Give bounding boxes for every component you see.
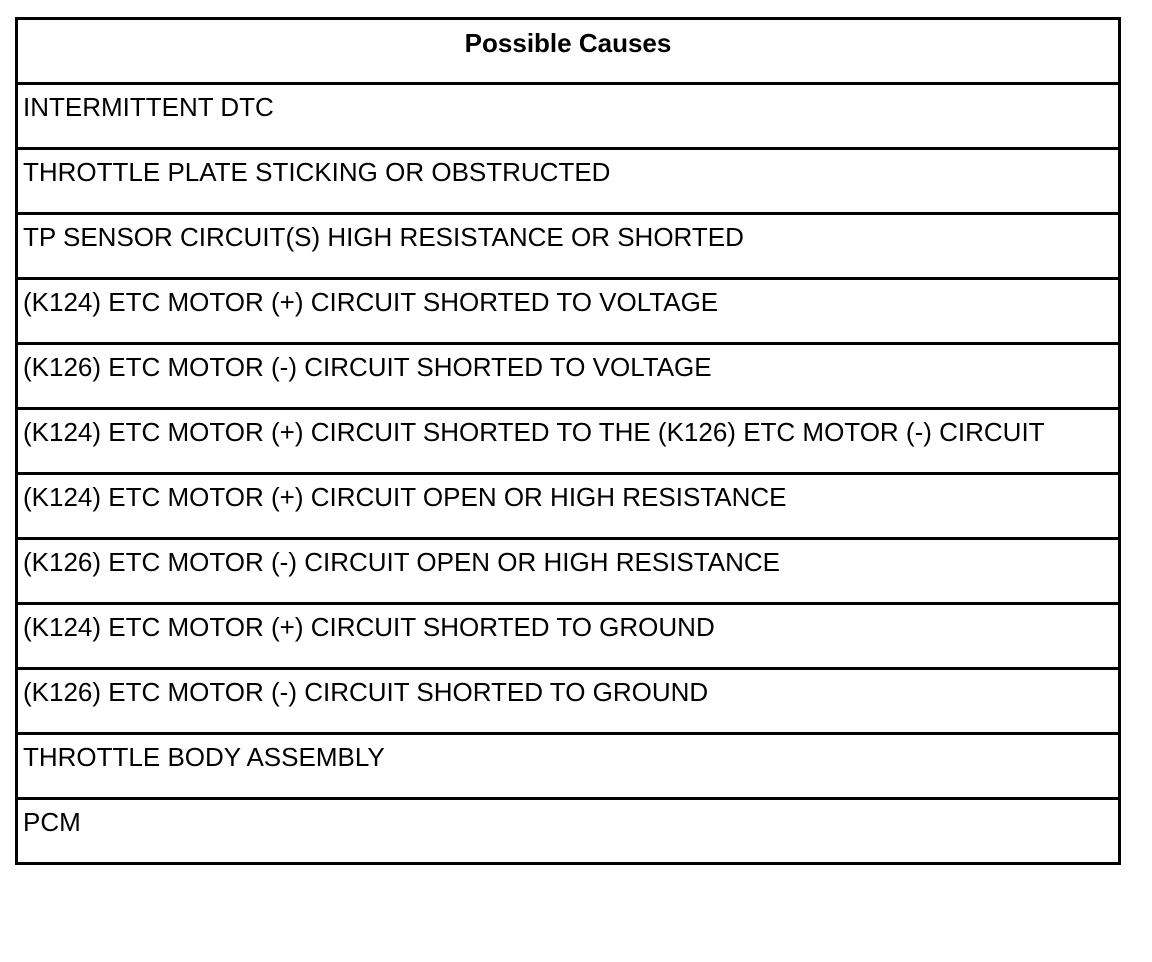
table-row	[17, 214, 1120, 279]
cause-cell: (K126) ETC MOTOR (-) CIRCUIT SHORTED TO VOLTAGE	[17, 344, 1120, 409]
table-row	[17, 669, 1120, 734]
cause-cell: (K124) ETC MOTOR (+) CIRCUIT OPEN OR HIGH RESISTANCE	[17, 474, 1120, 539]
table-row	[17, 799, 1120, 864]
table-row	[17, 279, 1120, 344]
cause-cell: (K126) ETC MOTOR (-) CIRCUIT OPEN OR HIGH RESISTANCE	[17, 539, 1120, 604]
table-row	[17, 409, 1120, 474]
cause-cell: PCM	[17, 799, 1120, 864]
cause-cell: TP SENSOR CIRCUIT(S) HIGH RESISTANCE OR SHORTED	[17, 214, 1120, 279]
table-row	[17, 84, 1120, 149]
table-row	[17, 344, 1120, 409]
cause-cell: (K124) ETC MOTOR (+) CIRCUIT SHORTED TO GROUND	[17, 604, 1120, 669]
column-header-possible-causes: Possible Causes	[17, 19, 1120, 84]
header-row	[17, 19, 1120, 84]
table-row	[17, 604, 1120, 669]
table-row	[17, 149, 1120, 214]
cause-cell: THROTTLE PLATE STICKING OR OBSTRUCTED	[17, 149, 1120, 214]
table-row	[17, 474, 1120, 539]
possible-causes-table	[15, 17, 1121, 865]
table-body	[17, 84, 1120, 864]
cause-cell: INTERMITTENT DTC	[17, 84, 1120, 149]
cause-cell: (K126) ETC MOTOR (-) CIRCUIT SHORTED TO GROUND	[17, 669, 1120, 734]
cause-cell: (K124) ETC MOTOR (+) CIRCUIT SHORTED TO THE (K126) ETC MOTOR (-) CIRCUIT	[17, 409, 1120, 474]
cause-cell: THROTTLE BODY ASSEMBLY	[17, 734, 1120, 799]
table-row	[17, 539, 1120, 604]
cause-cell: (K124) ETC MOTOR (+) CIRCUIT SHORTED TO VOLTAGE	[17, 279, 1120, 344]
table-row	[17, 734, 1120, 799]
table-header	[17, 19, 1120, 84]
